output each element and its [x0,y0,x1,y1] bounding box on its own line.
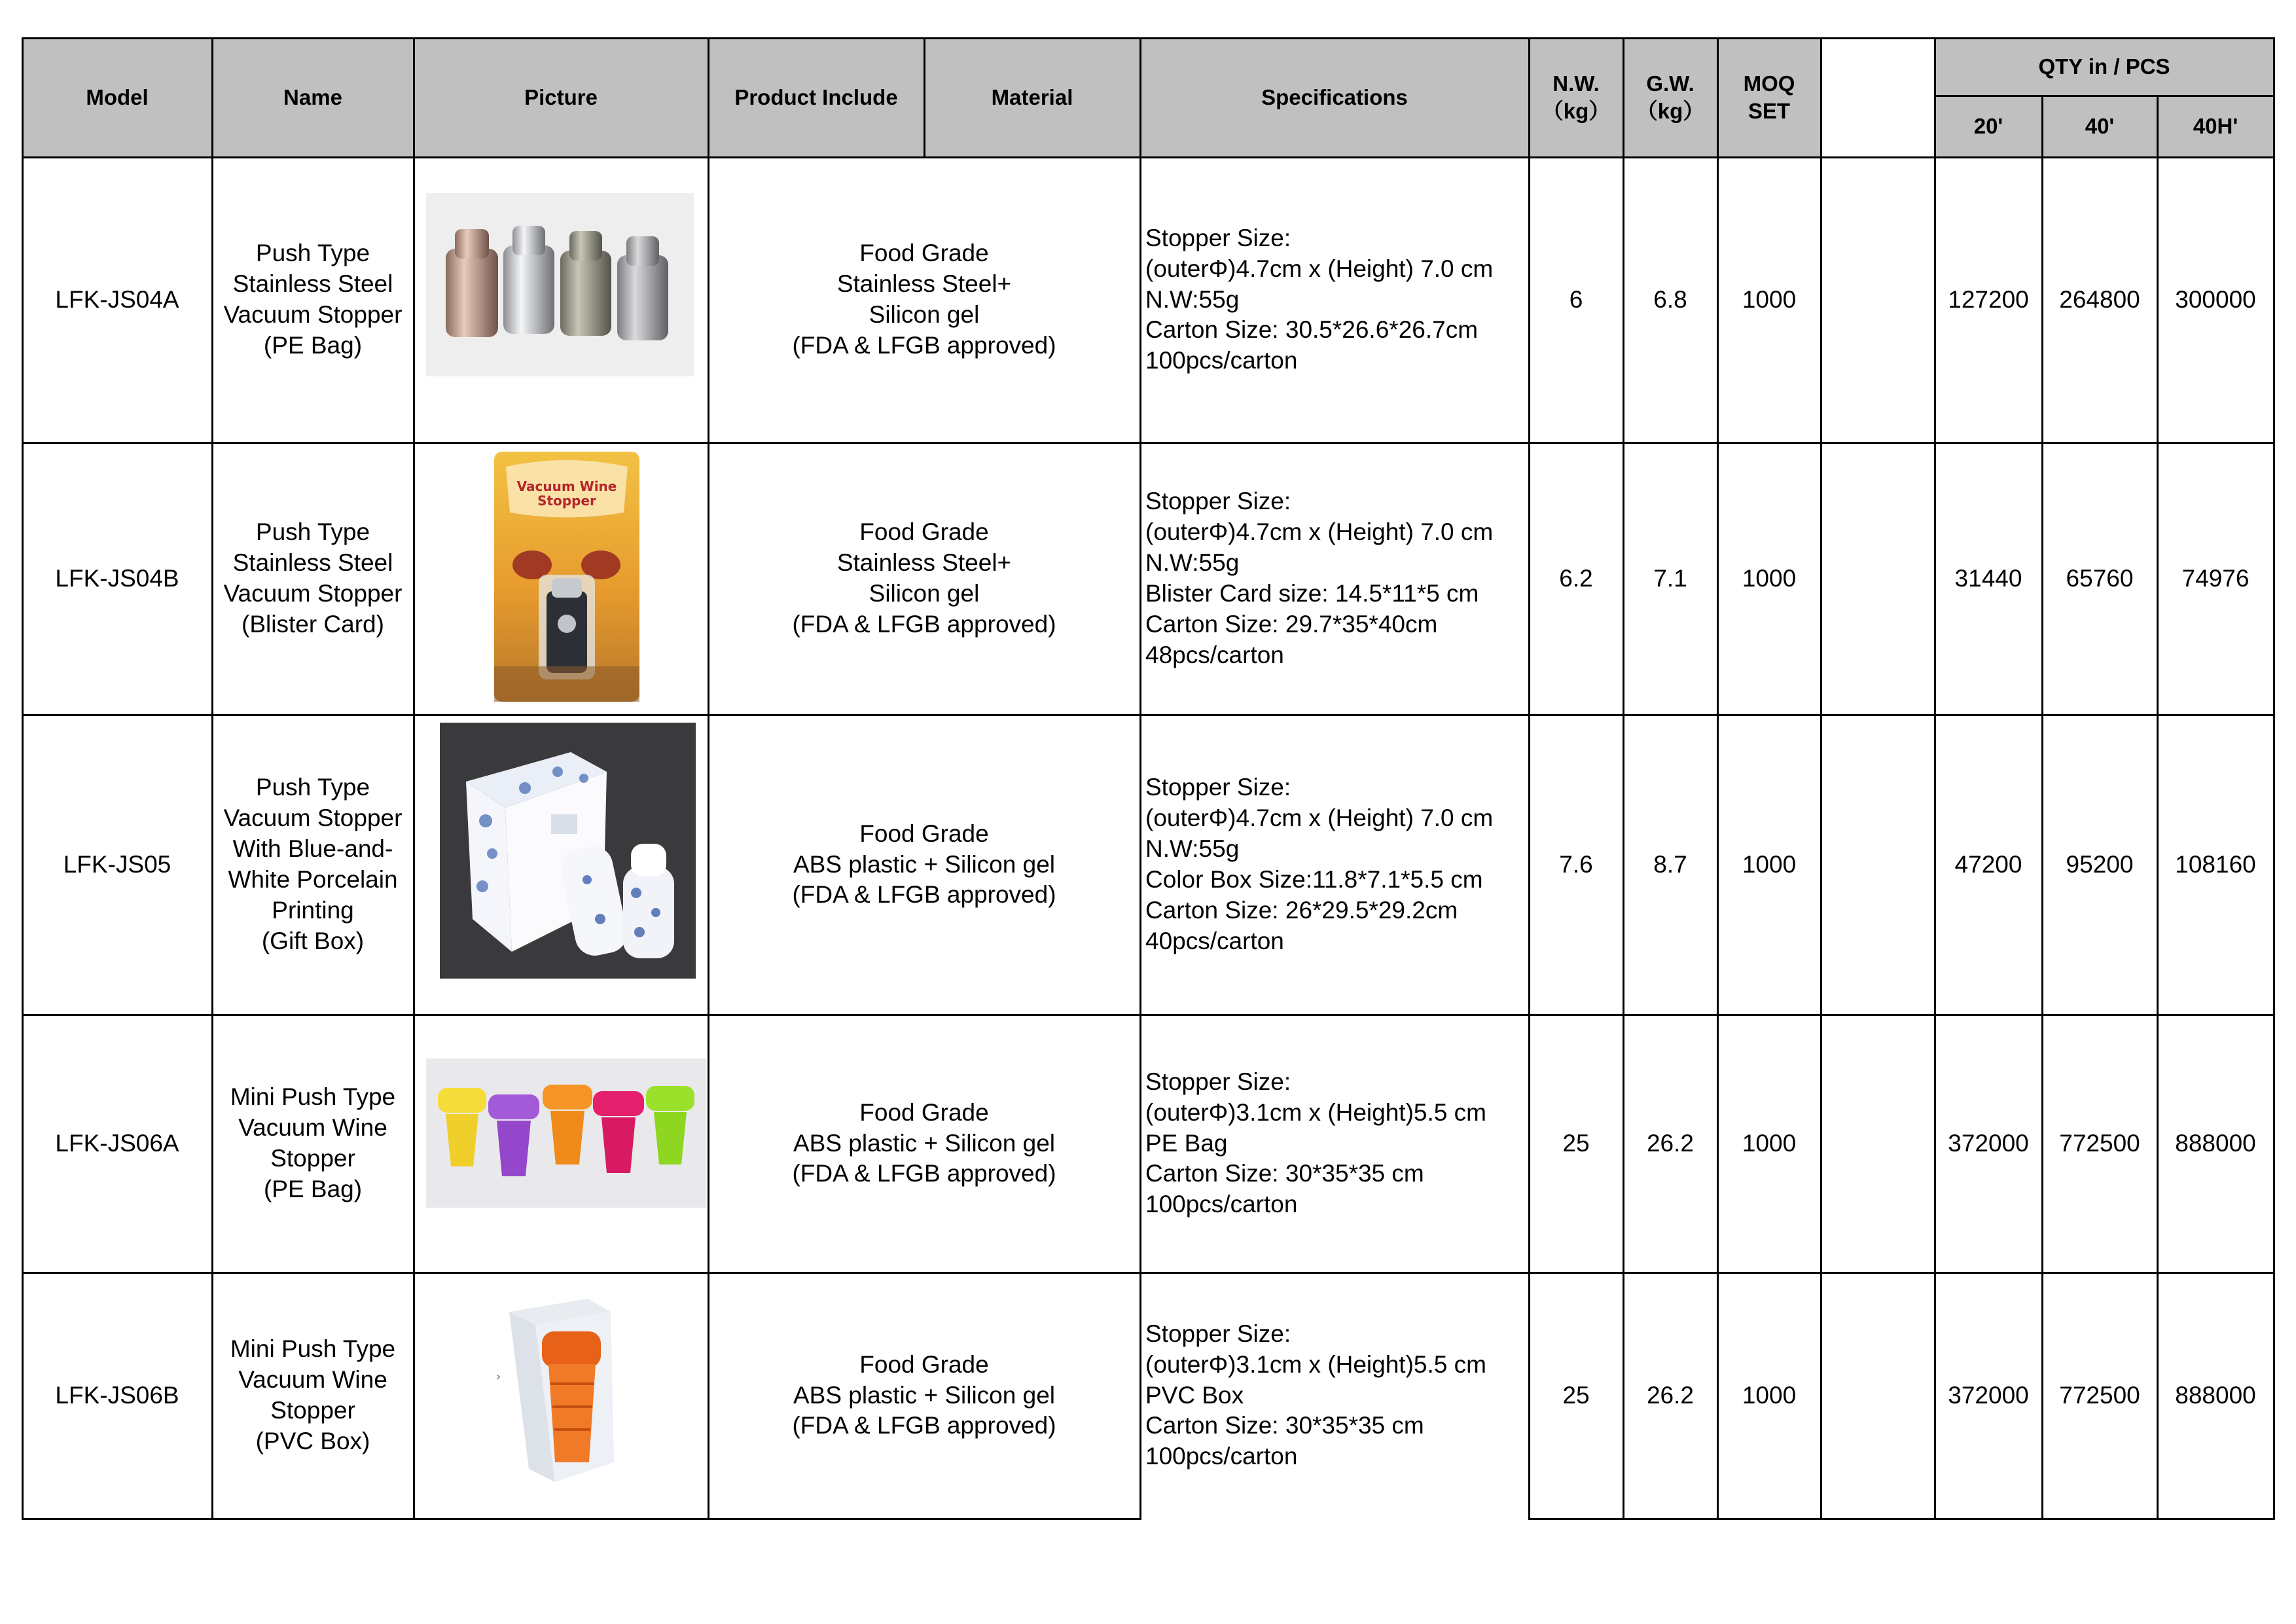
row2-specifications: Stopper Size: (outerΦ)4.7cm x (Height) 7.0 cm N.W:55g Blister Card size: 14.5*11*5 cm Carton Size: 29.7*35*40cm 48pcs/carton [1145,488,1494,668]
row1-moq: 1000 [1742,285,1797,313]
row1-specifications: Stopper Size: (outerΦ)4.7cm x (Height) 7.0 cm N.W:55g Carton Size: 30.5*26.6*26.7cm 100pcs/carton [1145,224,1494,374]
grid-line [1623,37,1624,1519]
row1-gw: 6.8 [1653,285,1687,313]
row5-name: Mini Push Type Vacuum Wine Stopper (PVC Box) [230,1335,396,1454]
row1-qty-20: 127200 [1948,285,2029,313]
row3-gw: 8.7 [1653,850,1687,878]
row3-material: Food Grade ABS plastic + Silicon gel (FDA & LFGB approved) [792,820,1056,909]
row3-qty-40: 95200 [2066,850,2134,878]
grid-line [22,156,2275,158]
grid-line [22,442,2275,444]
grid-line [211,37,213,1519]
row5-qty-40h: 888000 [2175,1381,2256,1409]
row5-moq: 1000 [1742,1381,1797,1409]
header-qty-40: 40' [2042,96,2157,157]
row1-name: Push Type Stainless Steel Vacuum Stopper (PE Bag) [223,240,403,359]
svg-text:›: › [496,1370,501,1384]
grid-line [22,37,2275,39]
row2-qty-40: 65760 [2066,564,2134,592]
row2-name: Push Type Stainless Steel Vacuum Stopper (Blister Card) [223,518,403,638]
row3-qty-20: 47200 [1954,850,2022,878]
row4-name: Mini Push Type Vacuum Wine Stopper (PE Bag) [230,1083,396,1202]
blister-card-text: Vacuum Wine Stopper [516,478,617,509]
header-qty-20: 20' [1935,96,2042,157]
header-name: Name [212,38,414,157]
product-image-porcelain-gift-box [440,723,696,979]
row3-moq: 1000 [1742,850,1797,878]
row4-material: Food Grade ABS plastic + Silicon gel (FDA & LFGB approved) [792,1098,1056,1187]
row3-model: LFK-JS05 [63,850,171,878]
grid-line [22,37,24,1519]
header-qty-40h: 40H' [2157,96,2274,157]
header-picture: Picture [414,38,708,157]
grid-line [413,37,415,1519]
header-specifications: Specifications [1140,38,1529,157]
row5-specifications: Stopper Size: (outerΦ)3.1cm x (Height)5.5 cm PVC Box Carton Size: 30*35*35 cm 100pcs/carton [1145,1320,1486,1470]
grid-line [2041,95,2043,1519]
grid-line [1934,37,1936,1519]
grid-line [22,714,2275,716]
row5-nw: 25 [1562,1381,1590,1409]
product-image-stainless-stoppers [426,193,694,376]
row4-qty-40h: 888000 [2175,1129,2256,1157]
product-image-mini-stoppers [426,1058,706,1208]
row2-qty-40h: 74976 [2181,564,2250,592]
row3-specifications: Stopper Size: (outerΦ)4.7cm x (Height) 7.0 cm N.W:55g Color Box Size:11.8*7.1*5.5 cm Carton Size: 26*29.5*29.2cm 40pcs/carton [1145,774,1494,954]
grid-line [924,37,925,157]
grid-line [2157,95,2159,1519]
product-image-pvc-box [490,1286,620,1489]
row4-specifications: Stopper Size: (outerΦ)3.1cm x (Height)5.5 cm PE Bag Carton Size: 30*35*35 cm 100pcs/carton [1145,1068,1486,1218]
header-gross-weight: G.W. （kg） [1623,38,1717,157]
row4-moq: 1000 [1742,1129,1797,1157]
row2-moq: 1000 [1742,564,1797,592]
grid-line [22,1518,1141,1520]
row1-nw: 6 [1569,285,1583,313]
row1-qty-40: 264800 [2059,285,2140,313]
header-qty: QTY in / PCS [1935,38,2274,96]
grid-line [22,1272,2275,1274]
grid-line [708,37,709,1519]
header-material: Material [924,38,1140,157]
row1-qty-40h: 300000 [2175,285,2256,313]
header-product-include: Product Include [708,38,924,157]
row2-nw: 6.2 [1559,564,1593,592]
row4-gw: 26.2 [1646,1129,1694,1157]
product-image-blister-card [493,450,641,703]
row3-qty-40h: 108160 [2175,850,2256,878]
grid-line [1934,95,2275,97]
row5-qty-40: 772500 [2059,1381,2140,1409]
row4-nw: 25 [1562,1129,1590,1157]
grid-line [1820,37,1822,1519]
row4-qty-20: 372000 [1948,1129,2029,1157]
row1-material: Food Grade Stainless Steel+ Silicon gel (FDA & LFGB approved) [792,240,1056,359]
header-net-weight: N.W. （kg） [1529,38,1623,157]
header-model: Model [22,38,212,157]
grid-line [1528,37,1530,1519]
row3-nw: 7.6 [1559,850,1593,878]
row3-name: Push Type Vacuum Stopper With Blue-and- White Porcelain Printing (Gift Box) [223,774,403,954]
row5-gw: 26.2 [1646,1381,1694,1409]
grid-line [1717,37,1719,1519]
row1-model: LFK-JS04A [55,285,179,313]
row4-model: LFK-JS06A [55,1129,179,1157]
row5-model: LFK-JS06B [55,1381,179,1409]
header-blank [1821,38,1935,157]
row2-qty-20: 31440 [1954,564,2022,592]
header-moq: MOQ SET [1717,38,1821,157]
grid-line [1528,1518,2275,1520]
grid-line [1139,37,1141,1519]
row5-qty-20: 372000 [1948,1381,2029,1409]
row2-material: Food Grade Stainless Steel+ Silicon gel (FDA & LFGB approved) [792,518,1056,638]
row5-material: Food Grade ABS plastic + Silicon gel (FDA & LFGB approved) [792,1350,1056,1439]
row2-model: LFK-JS04B [55,564,179,592]
row4-qty-40: 772500 [2059,1129,2140,1157]
grid-line [2273,37,2275,1519]
grid-line [22,1014,2275,1016]
row2-gw: 7.1 [1653,564,1687,592]
